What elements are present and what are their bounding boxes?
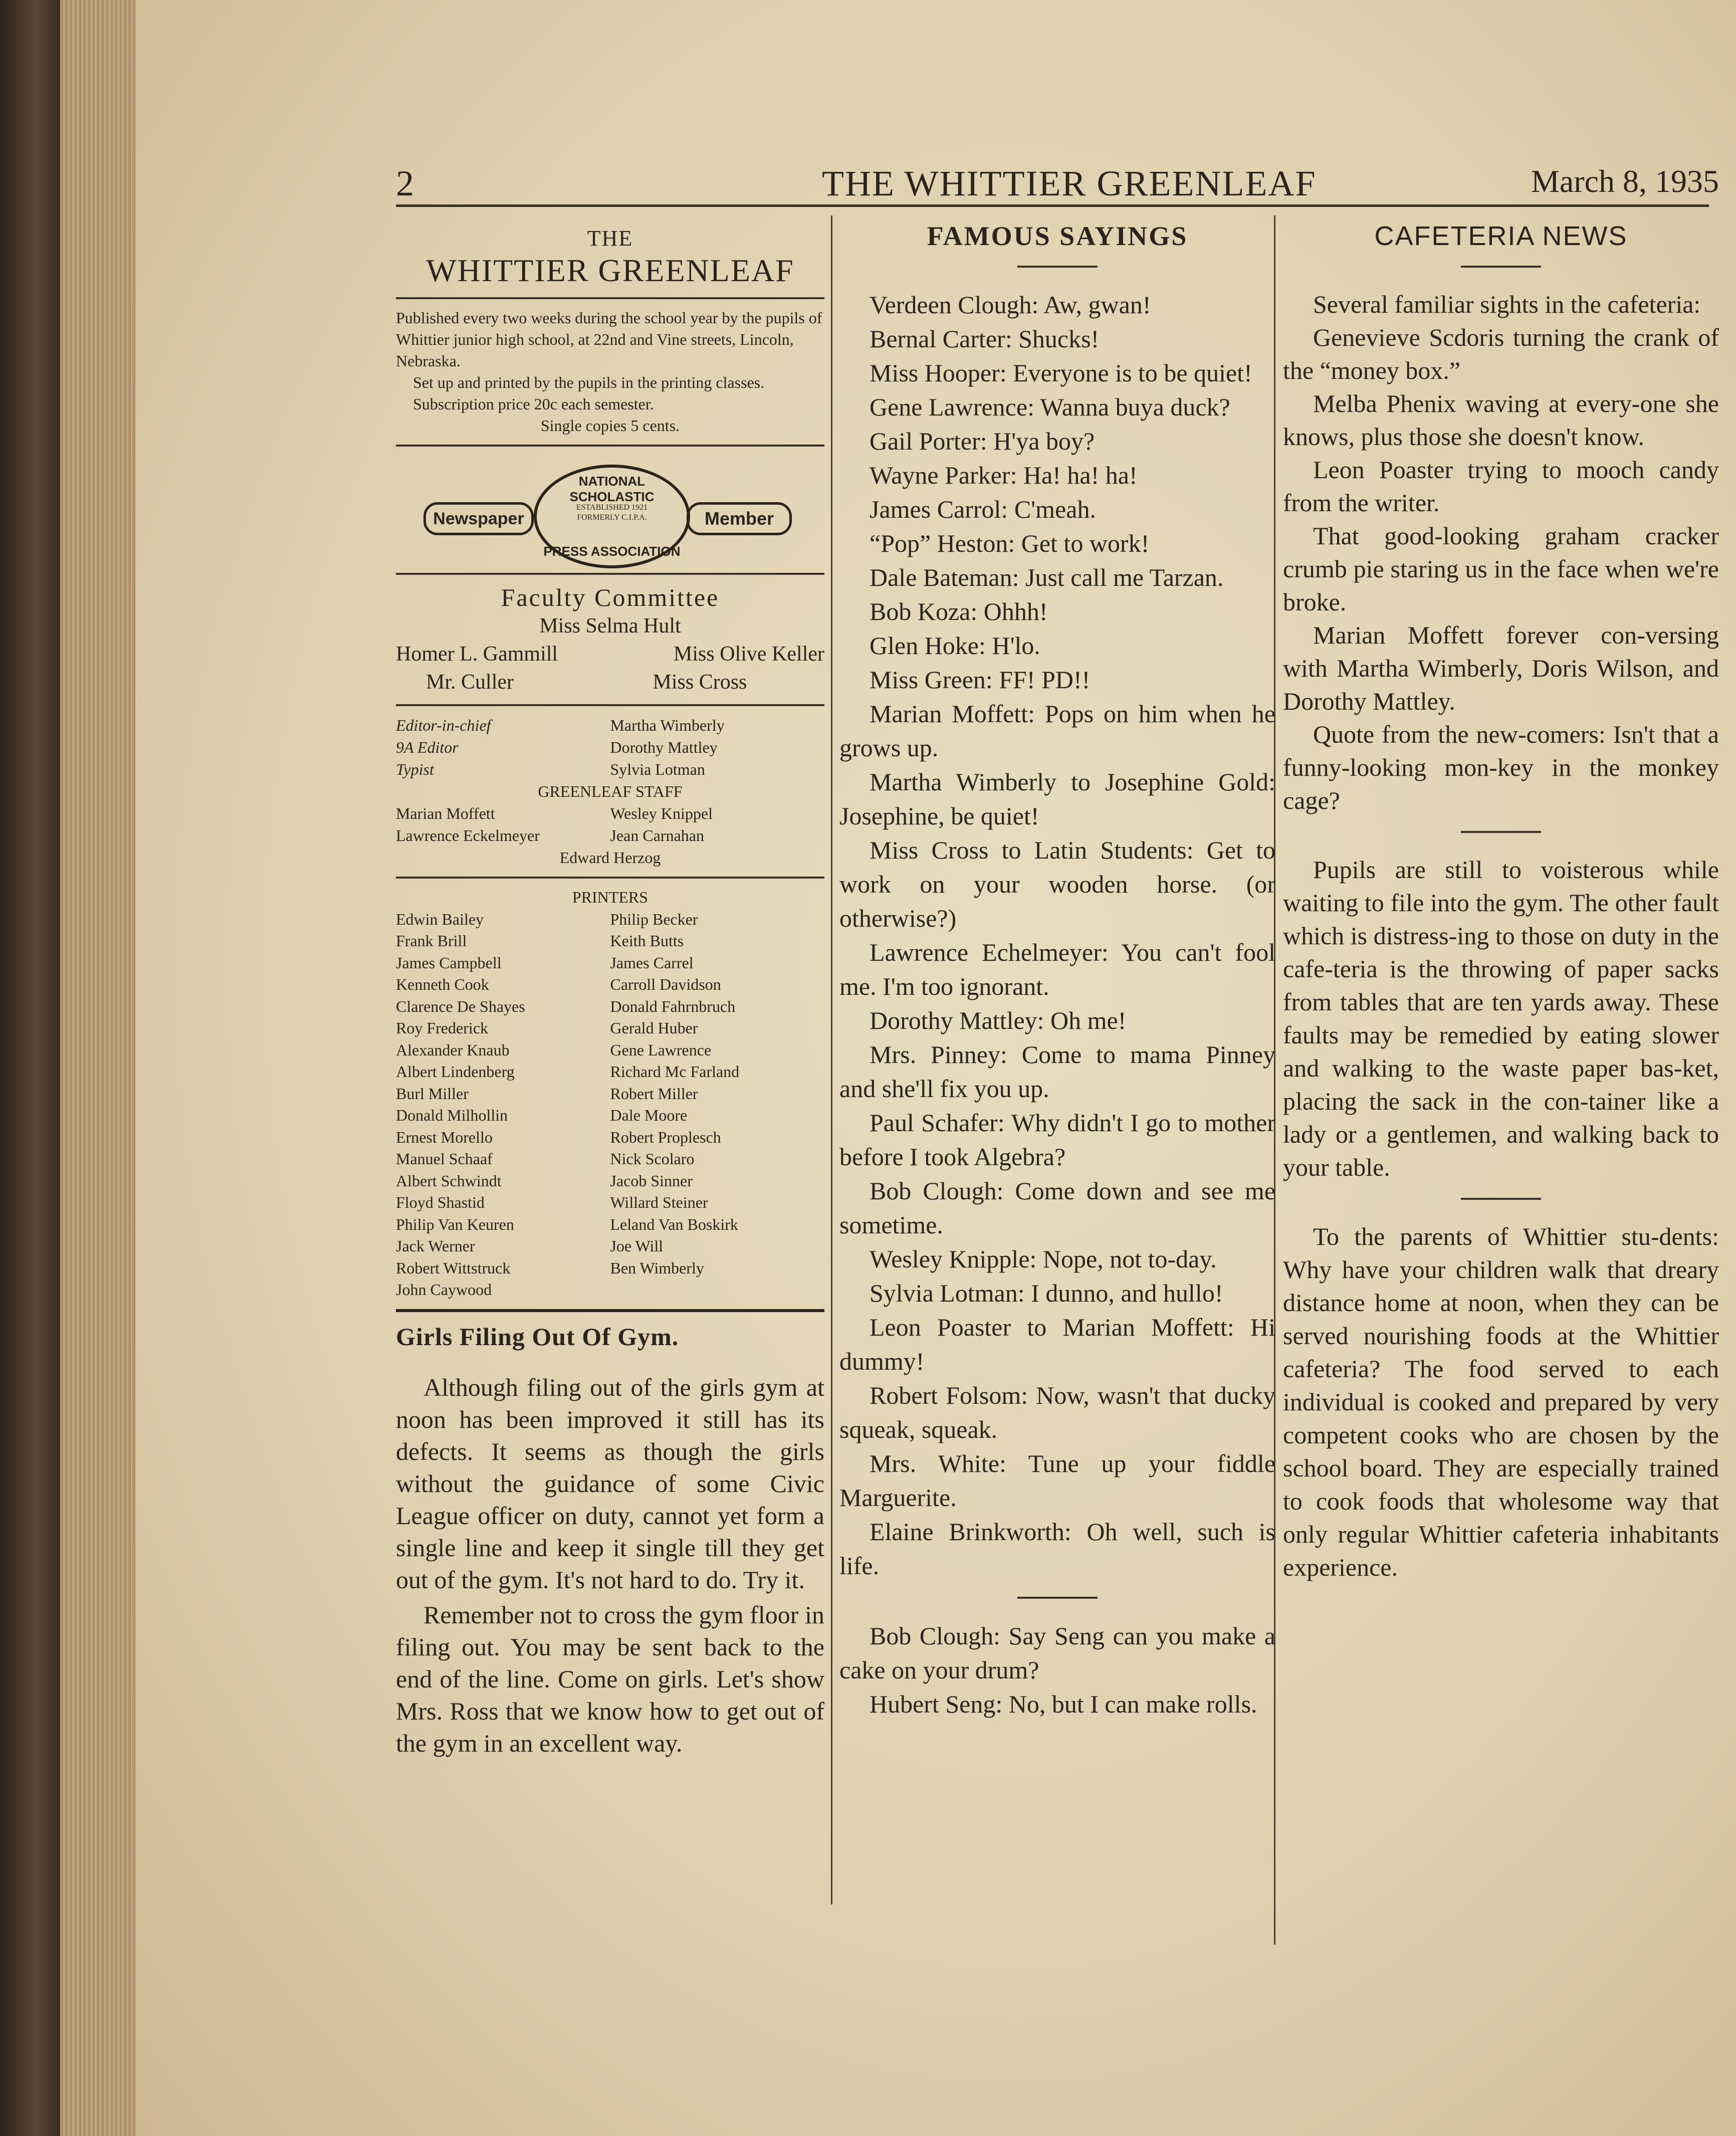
printer-name: Jacob Sinner [610,1171,693,1190]
sayings-list [839,288,1275,1583]
saying-item: Bob Clough: Say Seng can you make a cake on your drum? [839,1622,1275,1684]
badge-established: ESTABLISHED 1921 [576,503,648,512]
short-rule [1017,1597,1098,1599]
printer-name: James Campbell [396,953,502,972]
saying-item: Martha Wimberly to Josephine Gold: Josephine, be quiet! [839,768,1275,830]
divider [396,877,824,879]
printer-name: Leland Van Boskirk [610,1215,738,1233]
staff-role: Editor-in-chief [396,716,491,734]
printers-box [396,887,824,1301]
masthead-title: THE WHITTIER GREENLEAF [822,163,1317,203]
divider [396,297,824,299]
printers-title: PRINTERS [572,888,648,906]
divider [396,704,824,706]
faculty-row [396,668,824,696]
badge-formerly: FORMERLY C.I.P.A. [577,513,647,522]
printer-name: Carroll Davidson [610,975,721,993]
printer-name: Philip Becker [610,910,698,928]
saying-item: Elaine Brinkworth: Oh well, such is life. [839,1518,1275,1580]
badge-bottom-text: PRESS ASSOCIATION [543,544,681,559]
saying-item: James Carrol: C'meah. [870,495,1096,523]
staff-name: Sylvia Lotman [610,760,705,778]
cafeteria-paragraph: Melba Phenix waving at every-one she knows, plus those she doesn't know. [1283,389,1719,451]
sayings-after [839,1619,1275,1721]
faculty-row [396,640,824,668]
printer-name: John Caywood [396,1280,492,1299]
saying-item: Gene Lawrence: Wanna buya duck? [870,393,1230,421]
printer-name: Roy Frederick [396,1019,488,1037]
cafeteria-section-3 [1283,1220,1719,1584]
column-middle [839,216,1275,1721]
staff-name: Jean Carnahan [610,826,704,844]
staff-row [396,802,824,824]
printer-name: Keith Butts [610,932,684,950]
divider [396,573,824,575]
saying-item: “Pop” Heston: Get to work! [870,529,1150,557]
printer-name: Jack Werner [396,1237,475,1255]
cafeteria-paragraph: Genevieve Scdoris turning the crank of the “money box.” [1283,323,1719,384]
printer-name: Albert Lindenberg [396,1062,515,1081]
staff-role: Typist [396,760,434,778]
cafeteria-paragraph: That good-looking graham cracker crumb pie staring us in the face when we're broke. [1283,522,1719,616]
staff-row [396,758,824,780]
saying-item: Mrs. White: Tune up your fiddle Marguerite. [839,1449,1275,1512]
saying-item: Wayne Parker: Ha! ha! ha! [870,461,1138,489]
book-spine [0,0,60,2136]
printer-name: Gene Lawrence [610,1040,712,1059]
printer-name: Floyd Shastid [396,1193,485,1211]
nspa-badge [396,455,824,565]
saying-item: Mrs. Pinney: Come to mama Pinney and she'll fix you up. [839,1040,1275,1103]
faculty-title: Faculty Committee [501,583,720,611]
printer-name: Donald Milhollin [396,1106,508,1124]
saying-item: Paul Schafer: Why didn't I go to mother before I took Algebra? [839,1109,1275,1171]
short-rule [1461,831,1541,833]
cafeteria-paragraph: Quote from the new-comers: Isn't that a funny-looking mon-key in the monkey cage? [1283,720,1719,814]
saying-item: Dorothy Mattley: Oh me! [870,1006,1127,1034]
nameplate-the: THE [587,226,633,251]
staff-name: Lawrence Eckelmeyer [396,826,540,844]
saying-item: Robert Folsom: Now, wasn't that ducky squeak, squeak. [839,1381,1275,1443]
printers-right [610,909,825,1301]
column-rule-1 [831,216,832,1904]
cafeteria-paragraph: Marian Moffett forever con-versing with Martha Wimberly, Doris Wilson, and Dorothy Mattley. [1283,621,1719,715]
pub-line: Published every two weeks during the school year by the pupils of Whittier junior high school, at 22nd and Vine streets, Lincoln, Nebraska. [396,309,822,370]
printer-name: Burl Miller [396,1084,469,1103]
printer-name: Robert Miller [610,1084,698,1103]
saying-item: Leon Poaster to Marian Moffett: Hi dummy! [839,1313,1275,1375]
staff-name: Wesley Knippel [610,804,713,822]
faculty-member: Miss Cross [653,671,747,694]
gym-headline: Girls Filing Out Of Gym. [396,1322,679,1351]
badge-top-text: NATIONAL SCHOLASTIC [569,474,655,504]
gym-article-body [396,1371,824,1759]
cafeteria-paragraph: Leon Poaster trying to mooch candy from the writer. [1283,456,1719,517]
staff-name: Dorothy Mattley [610,738,718,756]
masthead-rule [396,204,1709,207]
divider-thick [396,1309,824,1312]
paragraph: Although filing out of the girls gym at noon has been improved it still has its defects. It seems as though the girls without the guidance of some Civic League officer on duty, cannot yet form a single line and keep it single till they get out of the gym. It's not hard to do. Try it. [396,1373,824,1594]
cafeteria-section-1 [1283,288,1719,817]
printer-name: Albert Schwindt [396,1171,502,1190]
printer-name: Ben Wimberly [610,1258,704,1277]
paragraph: Remember not to cross the gym floor in filing out. You may be sent back to the end of the line. Come on girls. Let's show Mrs. Ross that we know how to get out of the gym in an excellent way. [396,1600,824,1757]
saying-item: Lawrence Echelmeyer: You can't fool me. I'm too ignorant. [839,938,1275,1000]
printer-name: Edwin Bailey [396,910,484,928]
saying-item: Miss Cross to Latin Students: Get to work on your wooden horse. (or otherwise?) [839,836,1275,932]
saying-item: Miss Green: FF! PD!! [870,666,1091,694]
staff-box [396,714,824,869]
badge-member: Member [687,502,792,535]
saying-item: Verdeen Clough: Aw, gwan! [870,291,1151,319]
short-rule [1461,1198,1541,1200]
printer-name: Richard Mc Farland [610,1062,740,1081]
staff-role: 9A Editor [396,738,459,756]
faculty-member: Mr. Culler [426,671,514,694]
faculty-member: Miss Selma Hult [539,614,681,637]
printer-name: Willard Steiner [610,1193,708,1211]
faculty-member: Miss Olive Keller [674,643,824,666]
badge-mid-text [537,503,687,523]
staff-name: Marian Moffett [396,804,495,822]
saying-item: Hubert Seng: No, but I can make rolls. [870,1690,1257,1718]
page-edges [60,0,135,2136]
saying-item: Gail Porter: H'ya boy? [870,427,1095,455]
page-number: 2 [396,163,414,203]
cafeteria-paragraph: Several familiar sights in the cafeteria: [1313,290,1701,318]
printer-name: Joe Will [610,1237,664,1255]
printer-name: Philip Van Keuren [396,1215,514,1233]
printer-name: Manuel Schaaf [396,1150,493,1168]
saying-item: Bob Koza: Ohhh! [870,597,1048,625]
printer-name: James Carrel [610,953,694,972]
nameplate-title: WHITTIER GREENLEAF [426,253,794,288]
faculty-member: Homer L. Gammill [396,643,558,666]
printer-name: Nick Scolaro [610,1150,695,1168]
staff-name: Edward Herzog [559,848,661,867]
badge-newspaper: Newspaper [423,502,534,535]
saying-item: Glen Hoke: H'lo. [870,631,1040,660]
printer-name: Dale Moore [610,1106,688,1124]
printer-name: Clarence De Shayes [396,997,525,1015]
saying-item: Marian Moffett: Pops on him when he grows up. [839,700,1275,762]
printers-left [396,909,610,1301]
printer-name: Frank Brill [396,932,467,950]
masthead-date: March 8, 1935 [1531,163,1719,199]
badge-emblem [534,465,690,568]
printer-name: Gerald Huber [610,1019,698,1037]
saying-item: Miss Hooper: Everyone is to be quiet! [870,359,1252,387]
cafeteria-headline: CAFETERIA NEWS [1374,221,1628,251]
printer-name: Alexander Knaub [396,1040,510,1059]
printer-name: Donald Fahrnbruch [610,997,736,1015]
printers-list [396,909,824,1301]
sayings-headline: FAMOUS SAYINGS [927,221,1188,251]
cafeteria-section-2 [1283,853,1719,1184]
printer-name: Robert Proplesch [610,1128,721,1146]
pub-line: Subscription price 20c each semester. [413,395,654,413]
saying-item: Dale Bateman: Just call me Tarzan. [870,563,1224,591]
pub-line: Set up and printed by the pupils in the printing classes. [413,373,765,391]
cafeteria-paragraph: To the parents of Whittier stu-dents: Why have your children walk that dreary distance home at noon, when they can be served nourishing foods at the Whittier cafeteria? The food served to each individual is cooked and prepared by very competent cooks who are chosen by the school board. They are especially trained to cook foods that wholesome way that only regular Whittier cafeteria inhabitants experience. [1283,1222,1719,1581]
short-rule [1461,266,1541,268]
single-copies: Single copies 5 cents. [540,416,680,435]
staff-title: GREENLEAF STAFF [538,782,683,800]
printer-name: Ernest Morello [396,1128,493,1146]
staff-row [396,736,824,758]
staff-name: Martha Wimberly [610,716,725,734]
saying-item: Bob Clough: Come down and see me sometime. [839,1177,1275,1239]
column-right [1283,216,1719,1584]
saying-item: Wesley Knipple: Nope, not to-day. [870,1245,1217,1273]
staff-row [396,714,824,736]
printer-name: Kenneth Cook [396,975,489,993]
staff-row [396,824,824,846]
saying-item: Sylvia Lotman: I dunno, and hullo! [870,1279,1223,1307]
cafeteria-paragraph: Pupils are still to voisterous while waiting to file into the gym. The other fault which is distress-ing to those on duty in the cafe-teria is the throwing of paper sacks from tables that are ten yards away. These faults may be remedied by eating slower and walking to the waste paper bas-ket, placing the sack in the con-tainer like a lady or a gentlemen, and walking back to your table. [1283,856,1719,1181]
short-rule [1017,266,1098,268]
publication-info [396,307,824,437]
printer-name: Robert Wittstruck [396,1258,511,1277]
column-left [396,216,824,1762]
saying-item: Bernal Carter: Shucks! [870,325,1100,353]
divider [396,445,824,447]
